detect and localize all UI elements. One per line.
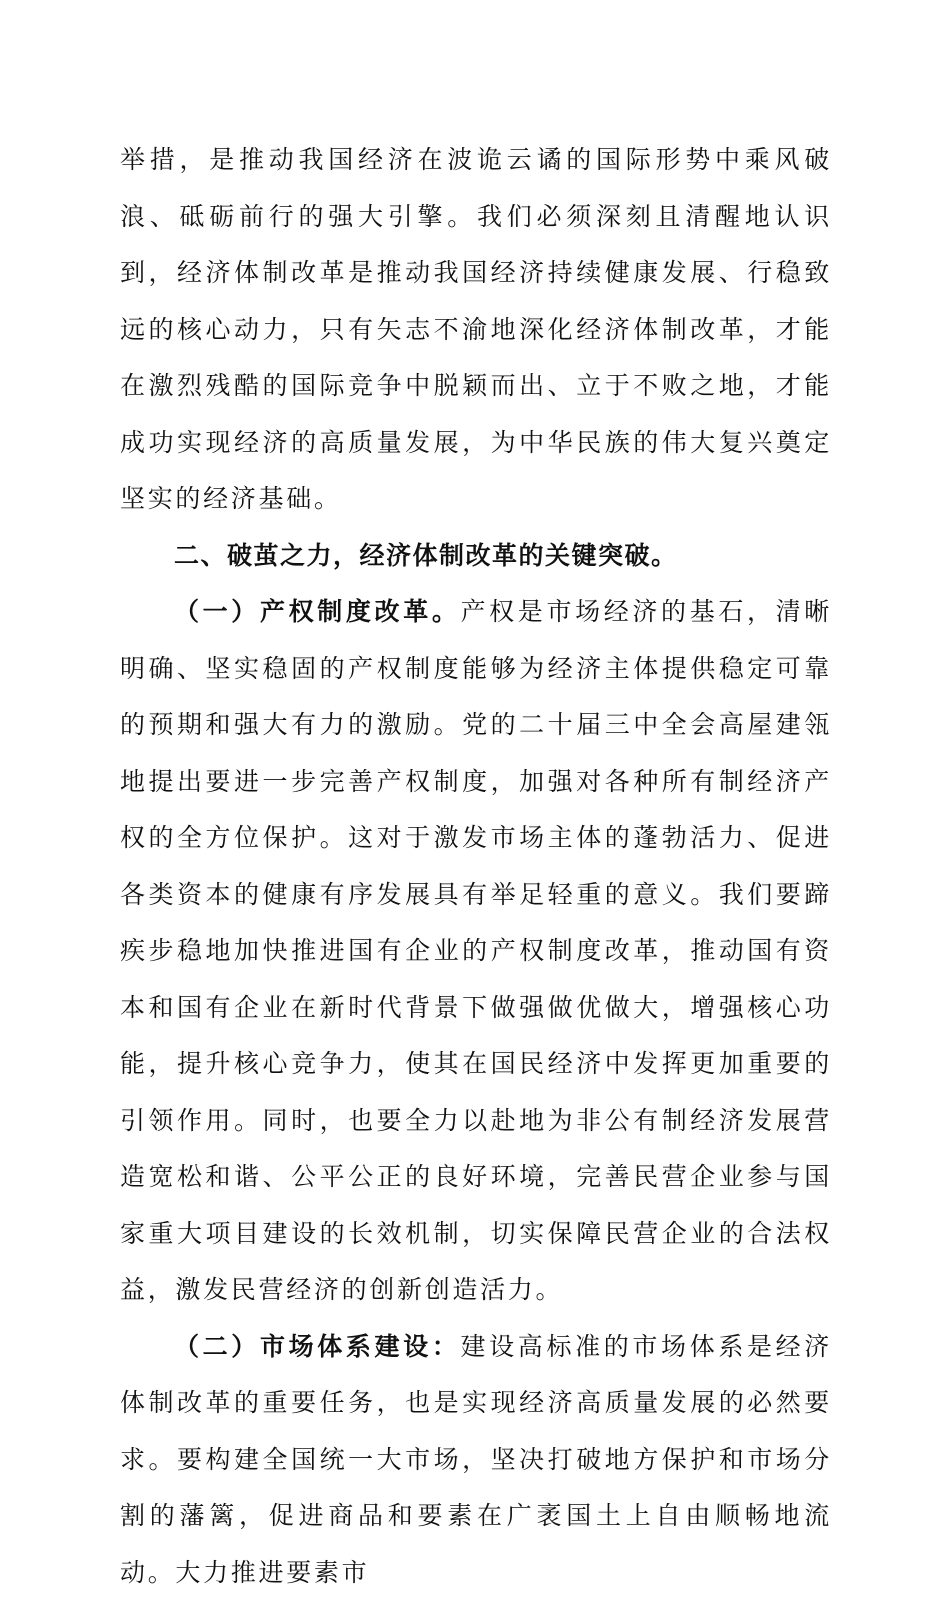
paragraph-market-system bbox=[120, 1319, 832, 1601]
subsection-lead-market-system: （二）市场体系建设： bbox=[174, 1332, 461, 1361]
document-body bbox=[120, 132, 832, 1601]
subsection-lead-property-rights: （一）产权制度改革。 bbox=[174, 597, 461, 626]
paragraph-market-system-text: 建设高标准的市场体系是经济体制改革的重要任务，也是实现经济高质量发展的必然要求。要构建全国统一大市场，坚决打破地方保护和市场分割的藩篱，促进商品和要素在广袤国土上自由顺畅地流动。大力推进要素市 bbox=[120, 1332, 832, 1587]
paragraph-property-rights bbox=[120, 584, 832, 1319]
paragraph-intro-continuation: 举措，是推动我国经济在波诡云谲的国际形势中乘风破浪、砥砺前行的强大引擎。我们必须深刻且清醒地认识到，经济体制改革是推动我国经济持续健康发展、行稳致远的核心动力，只有矢志不渝地深化经济体制改革，才能在激烈残酷的国际竞争中脱颖而出、立于不败之地，才能成功实现经济的高质量发展，为中华民族的伟大复兴奠定坚实的经济基础。 bbox=[120, 132, 832, 528]
paragraph-property-rights-text: 产权是市场经济的基石，清晰明确、坚实稳固的产权制度能够为经济主体提供稳定可靠的预期和强大有力的激励。党的二十届三中全会高屋建瓴地提出要进一步完善产权制度，加强对各种所有制经济产权的全方位保护。这对于激发市场主体的蓬勃活力、促进各类资本的健康有序发展具有举足轻重的意义。我们要蹄疾步稳地加快推进国有企业的产权制度改革，推动国有资本和国有企业在新时代背景下做强做优做大，增强核心功能，提升核心竞争力，使其在国民经济中发挥更加重要的引领作用。同时，也要全力以赴地为非公有制经济发展营造宽松和谐、公平公正的良好环境，完善民营企业参与国家重大项目建设的长效机制，切实保障民营企业的合法权益，激发民营经济的创新创造活力。 bbox=[120, 597, 832, 1304]
section-heading: 二、破茧之力，经济体制改革的关键突破。 bbox=[120, 528, 832, 585]
